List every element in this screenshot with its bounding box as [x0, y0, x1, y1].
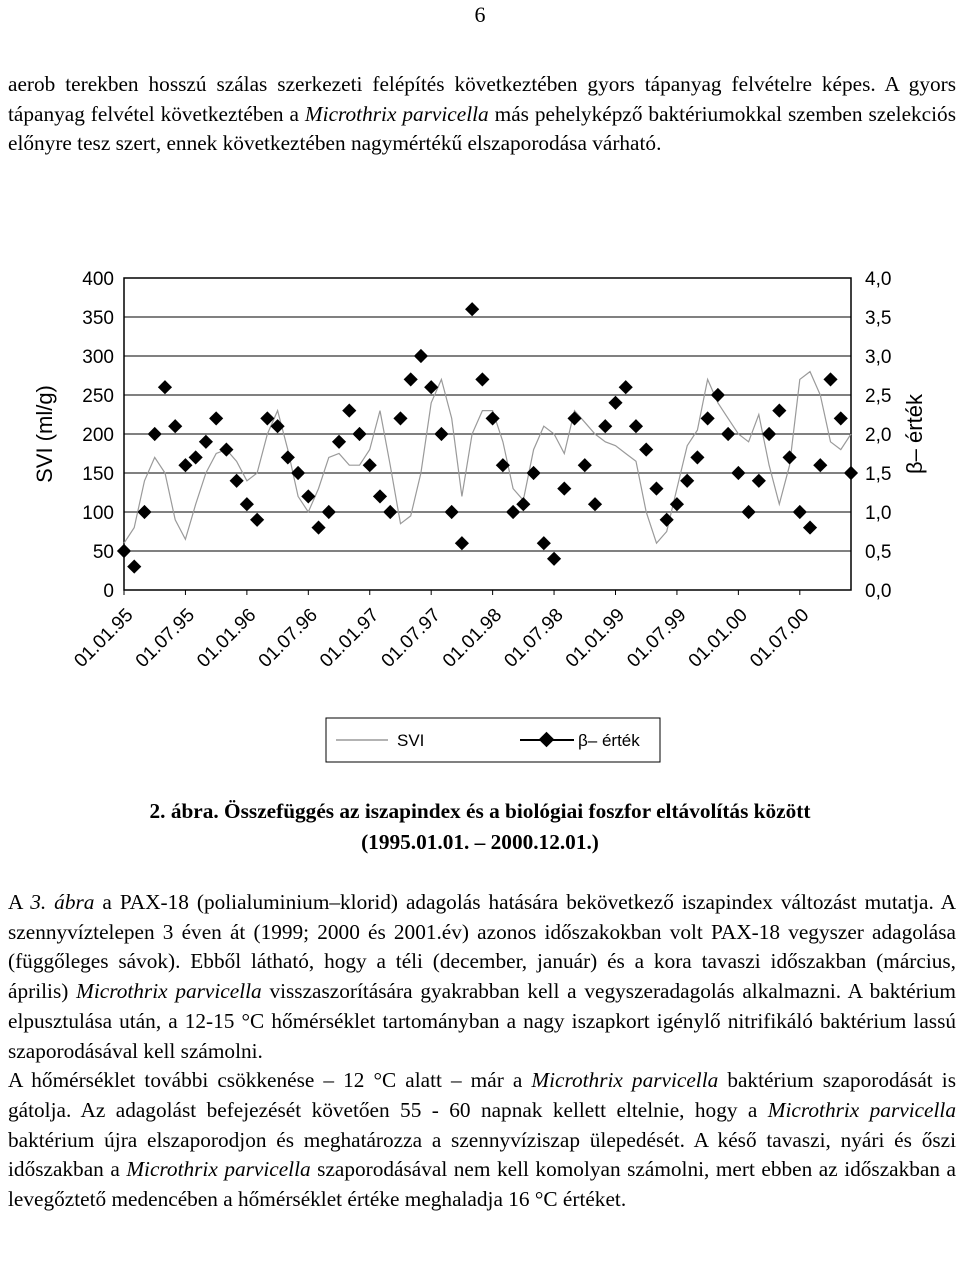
y2-tick-label: 0,0 [865, 581, 892, 602]
x-tick-label: 01.01.99 [561, 604, 630, 672]
x-tick-label: 01.07.97 [377, 604, 445, 672]
x-tick-label: 01.07.98 [500, 604, 568, 672]
y2-tick-label: 3,0 [865, 347, 892, 368]
y2-tick-label: 2,5 [865, 386, 892, 407]
y2-tick-label: 2,0 [865, 425, 892, 446]
figure-caption [0, 796, 960, 858]
species-name-4: Microthrix parvicella [126, 1157, 311, 1182]
body-text-b: a PAX-18 (polialuminium–klorid) adagolás hatására bekövetkező iszapindex változást mutatja. A szennyvíztelepen 3 éven át (1999; 2000 és 2001.év) azonos időszakokban volt PAX-18 vegyszer adagolása (függőleges sávok). Ebből látható, hogy a téli (december, január) és a kora tavaszi időszakban (március, április) [8, 890, 956, 1004]
legend [326, 718, 660, 762]
x-tick-label: 01.01.97 [316, 604, 384, 672]
species-name-1: Microthrix parvicella [76, 979, 262, 1004]
y2-tick-label: 0,5 [865, 542, 892, 563]
figure-ref: 3. ábra [30, 890, 95, 914]
intro-text-1: aerob terekben hosszú szálas szerkezeti felépítés következtében gyors tápanyag felvételre képes. A gyors tápanyag felvétel következtében a [8, 72, 956, 126]
body-text-c: visszaszorítására gyakrabban kell a vegyszeradagolás alkalmazni. A baktérium elpusztulása után, a 12-15 °C hőmérséklet tartományban a nagy iszapkort igénylő nitrifikáló baktérium lassú szaporodásával kell számolni. [8, 979, 956, 1063]
intro-species-name: Microthrix parvicella [304, 101, 489, 126]
legend-beta-label: β– érték [578, 731, 640, 750]
y2-axis-ticks [865, 269, 891, 602]
legend-svi-label: SVI [397, 731, 425, 750]
page-number: 6 [474, 2, 486, 27]
caption-line-1: 2. ábra. Összefüggés az iszapindex és a biológiai foszfor eltávolítás között [149, 799, 811, 823]
x-tick-label: 01.01.00 [684, 604, 752, 672]
x-axis-ticks [70, 590, 813, 672]
x-tick-label: 01.01.98 [439, 604, 507, 672]
y2-tick-label: 3,5 [865, 308, 892, 329]
caption-line-2: (1995.01.01. – 2000.12.01.) [361, 830, 599, 854]
species-name-3: Microthrix parvicella [767, 1097, 956, 1122]
body-text-g: szaporodásával nem kell komolyan számolni, mert ebben az időszakban a levegőztető medencében a hőmérséklet értéke meghaladja 16 °C értéket. [8, 1157, 956, 1212]
y2-tick-label: 4,0 [865, 269, 892, 290]
y2-axis-label: β– érték [902, 394, 927, 474]
body-text-d: A hőmérséklet további csökkenése – 12 °C alatt – már a [8, 1068, 532, 1093]
y-tick-label: 250 [82, 386, 114, 407]
intro-text-2: más pehelyképző baktériumokkal szemben szelekciós előnyre tesz szert, ennek következtében nagymértékű elszaporodása várható. [8, 101, 956, 156]
body-text-e: baktérium szaporodását is gátolja. Az adagolást befejezését követően 55 - 60 napnak kellett eltelnie, hogy a [8, 1068, 956, 1122]
x-tick-label: 01.07.95 [131, 604, 199, 672]
body-paragraph [8, 888, 956, 1215]
y-tick-label: 50 [92, 542, 114, 563]
y2-tick-label: 1,0 [865, 503, 892, 524]
intro-paragraph [8, 70, 956, 159]
y-axis-label: SVI (ml/g) [32, 385, 57, 483]
y-tick-label: 150 [82, 464, 114, 485]
x-tick-label: 01.01.96 [193, 604, 261, 672]
y-tick-label: 0 [103, 581, 114, 602]
y-tick-label: 350 [82, 308, 114, 329]
chart-svg [0, 252, 960, 772]
x-tick-label: 01.07.99 [623, 604, 691, 672]
y-tick-label: 200 [82, 425, 114, 446]
y-axis-ticks [82, 269, 114, 602]
species-name-2: Microthrix parvicella [531, 1068, 719, 1093]
y-tick-label: 400 [82, 269, 114, 290]
y2-tick-label: 1,5 [865, 464, 892, 485]
x-tick-label: 01.01.95 [70, 604, 138, 672]
y-tick-label: 100 [82, 503, 114, 524]
x-tick-label: 01.07.00 [746, 604, 814, 672]
body-text-f: baktérium újra elszaporodjon és meghatározza a szennyvíziszap ülepedését. A késő tavaszi, nyári és őszi időszakban a [8, 1127, 956, 1182]
svi-beta-chart [0, 252, 960, 772]
x-tick-label: 01.07.96 [254, 604, 322, 672]
body-text-a: A [8, 890, 31, 914]
y-tick-label: 300 [82, 347, 114, 368]
